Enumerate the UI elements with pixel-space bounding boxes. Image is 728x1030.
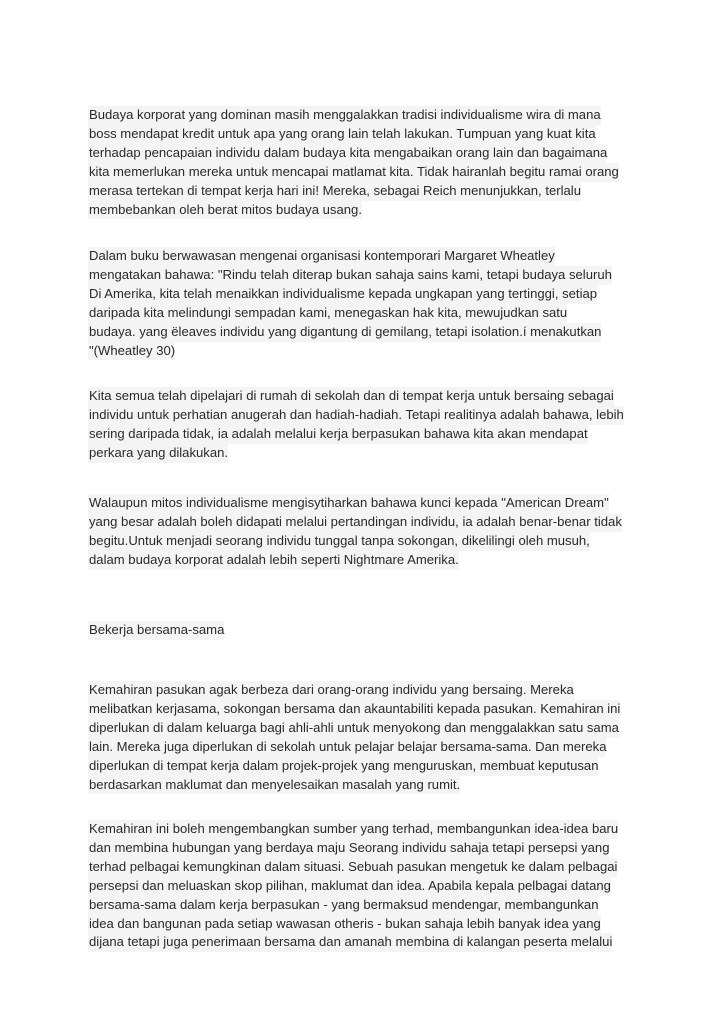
paragraph-corporate-culture [88, 106, 648, 219]
text-line: Walaupun mitos individualisme mengisytiharkan bahawa kunci kepada "American Dream" [88, 494, 609, 513]
text-line: lain. Mereka juga diperlukan di sekolah untuk pelajar belajar bersama-sama. Dan mereka [88, 738, 606, 757]
section-heading [88, 621, 648, 640]
text-line: "(Wheatley 30) [88, 342, 175, 361]
text-line: perkara yang dilakukan. [88, 444, 228, 463]
paragraph-team-skills [88, 681, 648, 794]
text-line: dan membina hubungan yang berdaya maju Seorang individu sahaja tetapi persepsi yang [88, 839, 609, 858]
text-line: yang besar adalah boleh didapati melalui pertandingan individu, ia adalah benar-benar tidak [88, 513, 622, 532]
text-line: kita memerlukan mereka untuk mencapai matlamat kita. Tidak hairanlah begitu ramai orang [88, 163, 619, 182]
text-line: membebankan oleh berat mitos budaya usang. [88, 201, 362, 220]
text-line: Di Amerika, kita telah menaikkan individualisme kepada ungkapan yang tertinggi, setiap [88, 285, 597, 304]
text-line: diperlukan di dalam keluarga bagi ahli-ahli untuk menyokong dan menggalakkan satu sama [88, 719, 619, 738]
text-line: begitu.Untuk menjadi seorang individu tunggal tanpa sokongan, dikelilingi oleh musuh, [88, 532, 590, 551]
paragraph-resources [88, 820, 648, 952]
text-line: bersama-sama dalam kerja berpasukan - yang bermaksud mendengar, membangunkan [88, 896, 598, 915]
text-line: budaya. yang ëleaves individu yang digantung di gemilang, tetapi isolation.í menakutkan [88, 323, 601, 342]
text-line: boss mendapat kredit untuk apa yang orang lain telah lakukan. Tumpuan yang kuat kita [88, 125, 596, 144]
text-line: Kemahiran ini boleh mengembangkan sumber yang terhad, membangunkan idea-idea baru [88, 820, 618, 839]
text-line: Kita semua telah dipelajari di rumah di sekolah dan di tempat kerja untuk bersaing sebagai [88, 387, 614, 406]
text-line: sering daripada tidak, ia adalah melalui kerja berpasukan bahawa kita akan mendapat [88, 425, 588, 444]
text-line: individu untuk perhatian anugerah dan hadiah-hadiah. Tetapi realitinya adalah bahawa, lebih [88, 406, 624, 425]
text-line: Budaya korporat yang dominan masih menggalakkan tradisi individualisme wira di mana [88, 106, 601, 125]
text-line: Dalam buku berwawasan mengenai organisasi kontemporari Margaret Wheatley [88, 247, 555, 266]
text-line: Kemahiran pasukan agak berbeza dari orang-orang individu yang bersaing. Mereka [88, 681, 574, 700]
text-line: berdasarkan maklumat dan menyelesaikan masalah yang rumit. [88, 776, 460, 795]
text-line: persepsi dan meluaskan skop pilihan, maklumat dan idea. Apabila kepala pelbagai datang [88, 877, 611, 896]
text-line: diperlukan di tempat kerja dalam projek-projek yang menguruskan, membuat keputusan [88, 757, 598, 776]
paragraph-american-dream [88, 494, 648, 570]
text-line: daripada kita melindungi sempadan kami, menegaskan hak kita, mewujudkan satu [88, 304, 567, 323]
paragraph-wheatley-quote [88, 247, 648, 360]
paragraph-competition [88, 387, 648, 463]
text-line: dalam budaya korporat adalah lebih seperti Nightmare Amerika. [88, 551, 459, 570]
text-line: terhadap pencapaian individu dalam budaya kita mengabaikan orang lain dan bagaimana [88, 144, 607, 163]
text-line: idea dan bangunan pada setiap wawasan otheris - bukan sahaja lebih banyak idea yang [88, 915, 601, 934]
text-line: merasa tertekan di tempat kerja hari ini! Mereka, sebagai Reich menunjukkan, terlalu [88, 182, 581, 201]
text-line: dijana tetapi juga penerimaan bersama dan amanah membina di kalangan peserta melalui [88, 933, 612, 952]
text-line: mengatakan bahawa: "Rindu telah diterap bukan sahaja sains kami, tetapi budaya seluruh [88, 266, 612, 285]
heading-line: Bekerja bersama-sama [88, 621, 224, 640]
text-line: terhad pelbagai kemungkinan dalam situasi. Sebuah pasukan mengetuk ke dalam pelbagai [88, 858, 617, 877]
text-line: melibatkan kerjasama, sokongan bersama dan akauntabiliti kepada pasukan. Kemahiran ini [88, 700, 620, 719]
